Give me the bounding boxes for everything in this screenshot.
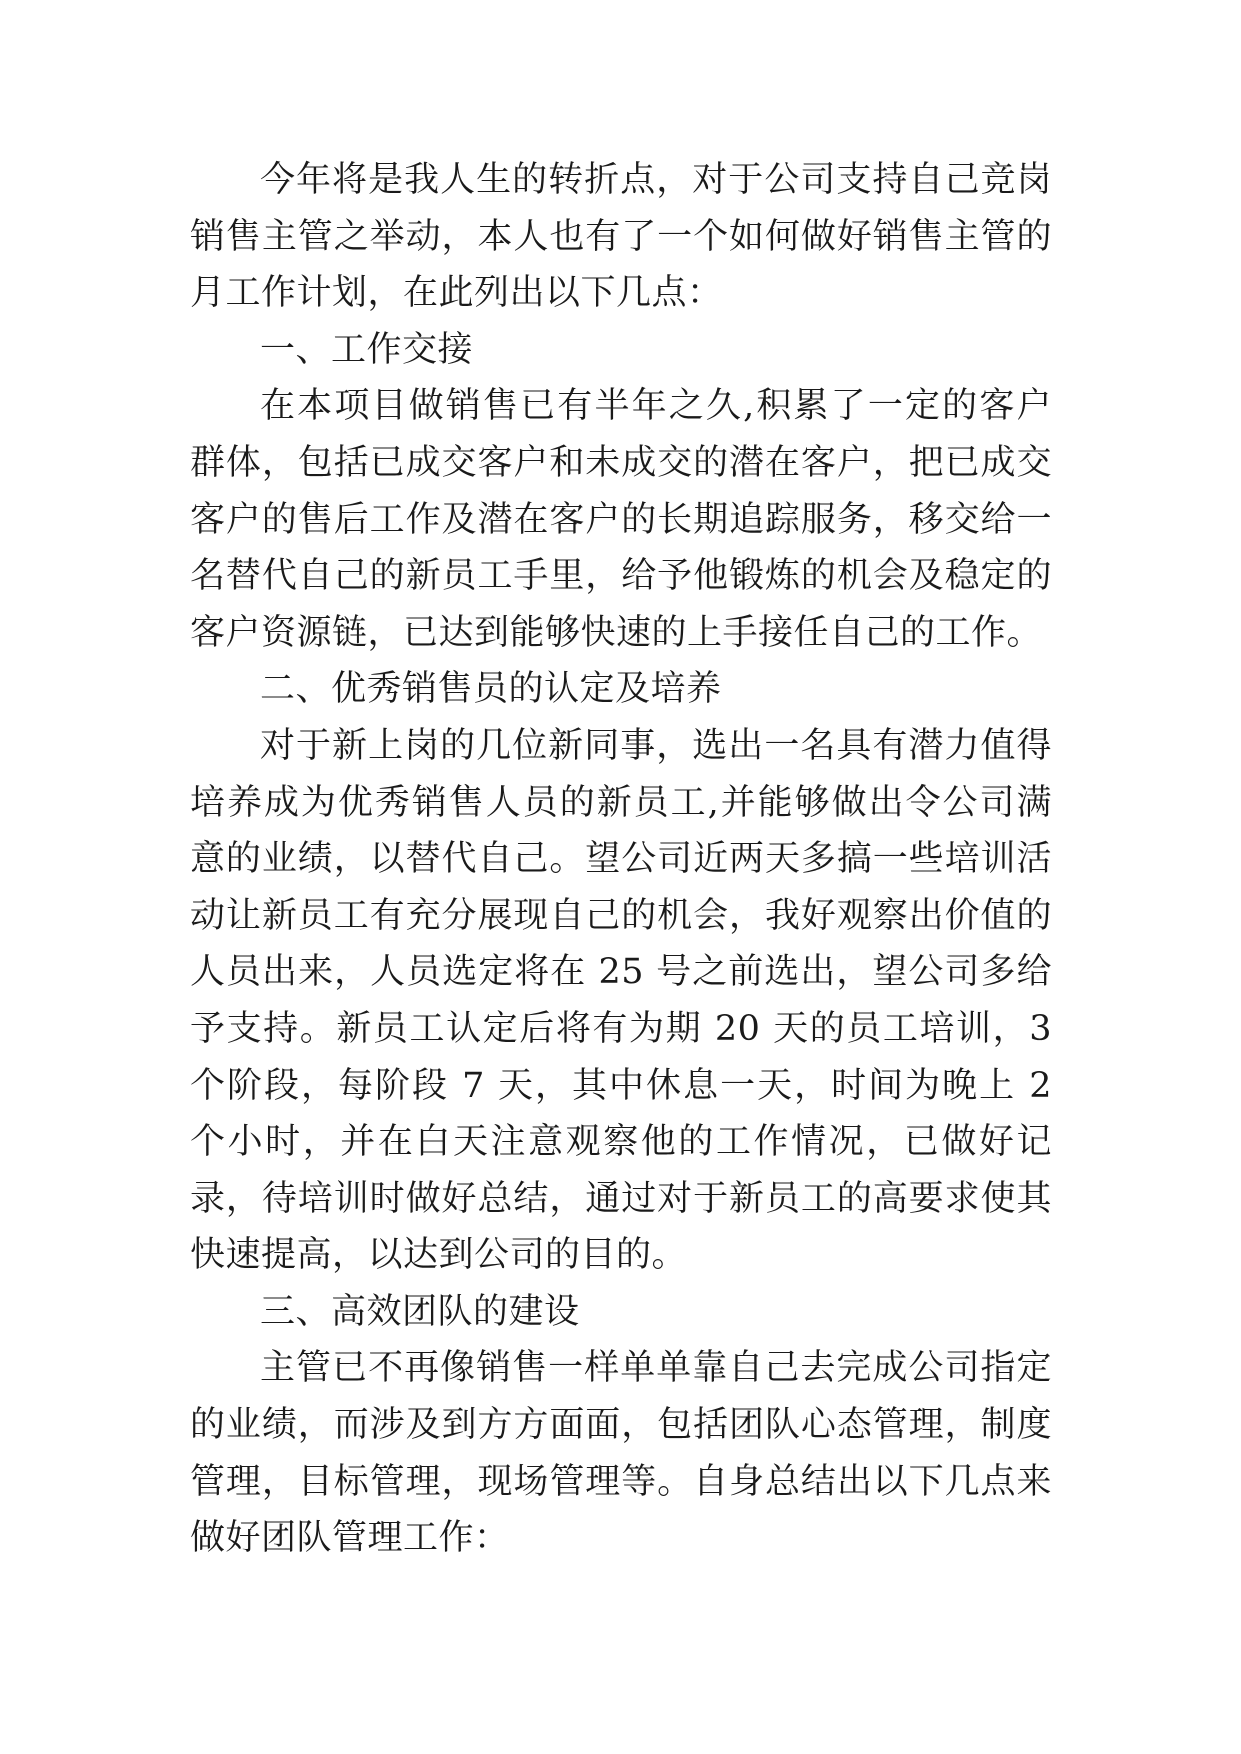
work-handover-paragraph: 在本项目做销售已有半年之久,积累了一定的客户群体，包括已成交客户和未成交的潜在客户，把已成交客户的售后工作及潜在客户的长期追踪服务，移交给一名替代自己的新员工手里，给予他锻炼的机会及稳定的客户资源链，已达到能够快速的上手接任自己的工作。 xyxy=(190,386,1052,653)
intro-paragraph: 今年将是我人生的转折点，对于公司支持自己竞岗销售主管之举动，本人也有了一个如何做好销售主管的月工作计划，在此列出以下几点： xyxy=(190,160,1052,314)
section-heading-team-building: 三、高效团队的建设 xyxy=(260,1291,580,1332)
section-heading-salesperson-training: 二、优秀销售员的认定及培养 xyxy=(260,669,722,710)
document-body xyxy=(190,152,1052,1567)
section-heading-work-handover: 一、工作交接 xyxy=(260,329,474,370)
salesperson-training-paragraph: 对于新上岗的几位新同事，选出一名具有潜力值得培养成为优秀销售人员的新员工,并能够做出令公司满意的业绩，以替代自己。望公司近两天多搞一些培训活动让新员工有充分展现自己的机会，我好观察出价值的人员出来，人员选定将在 25 号之前选出，望公司多给予支持。新员工认定后将有为期 20 天的员工培训，3 个阶段，每阶段 7 天，其中休息一天，时间为晚上 2 个小时，并在白天注意观察他的工作情况，已做好记录，待培训时做好总结，通过对于新员工的高要求使其快速提高，以达到公司的目的。 xyxy=(190,725,1052,1276)
team-building-paragraph: 主管已不再像销售一样单单靠自己去完成公司指定的业绩，而涉及到方方面面，包括团队心态管理，制度管理，目标管理，现场管理等。自身总结出以下几点来做好团队管理工作： xyxy=(190,1348,1052,1559)
